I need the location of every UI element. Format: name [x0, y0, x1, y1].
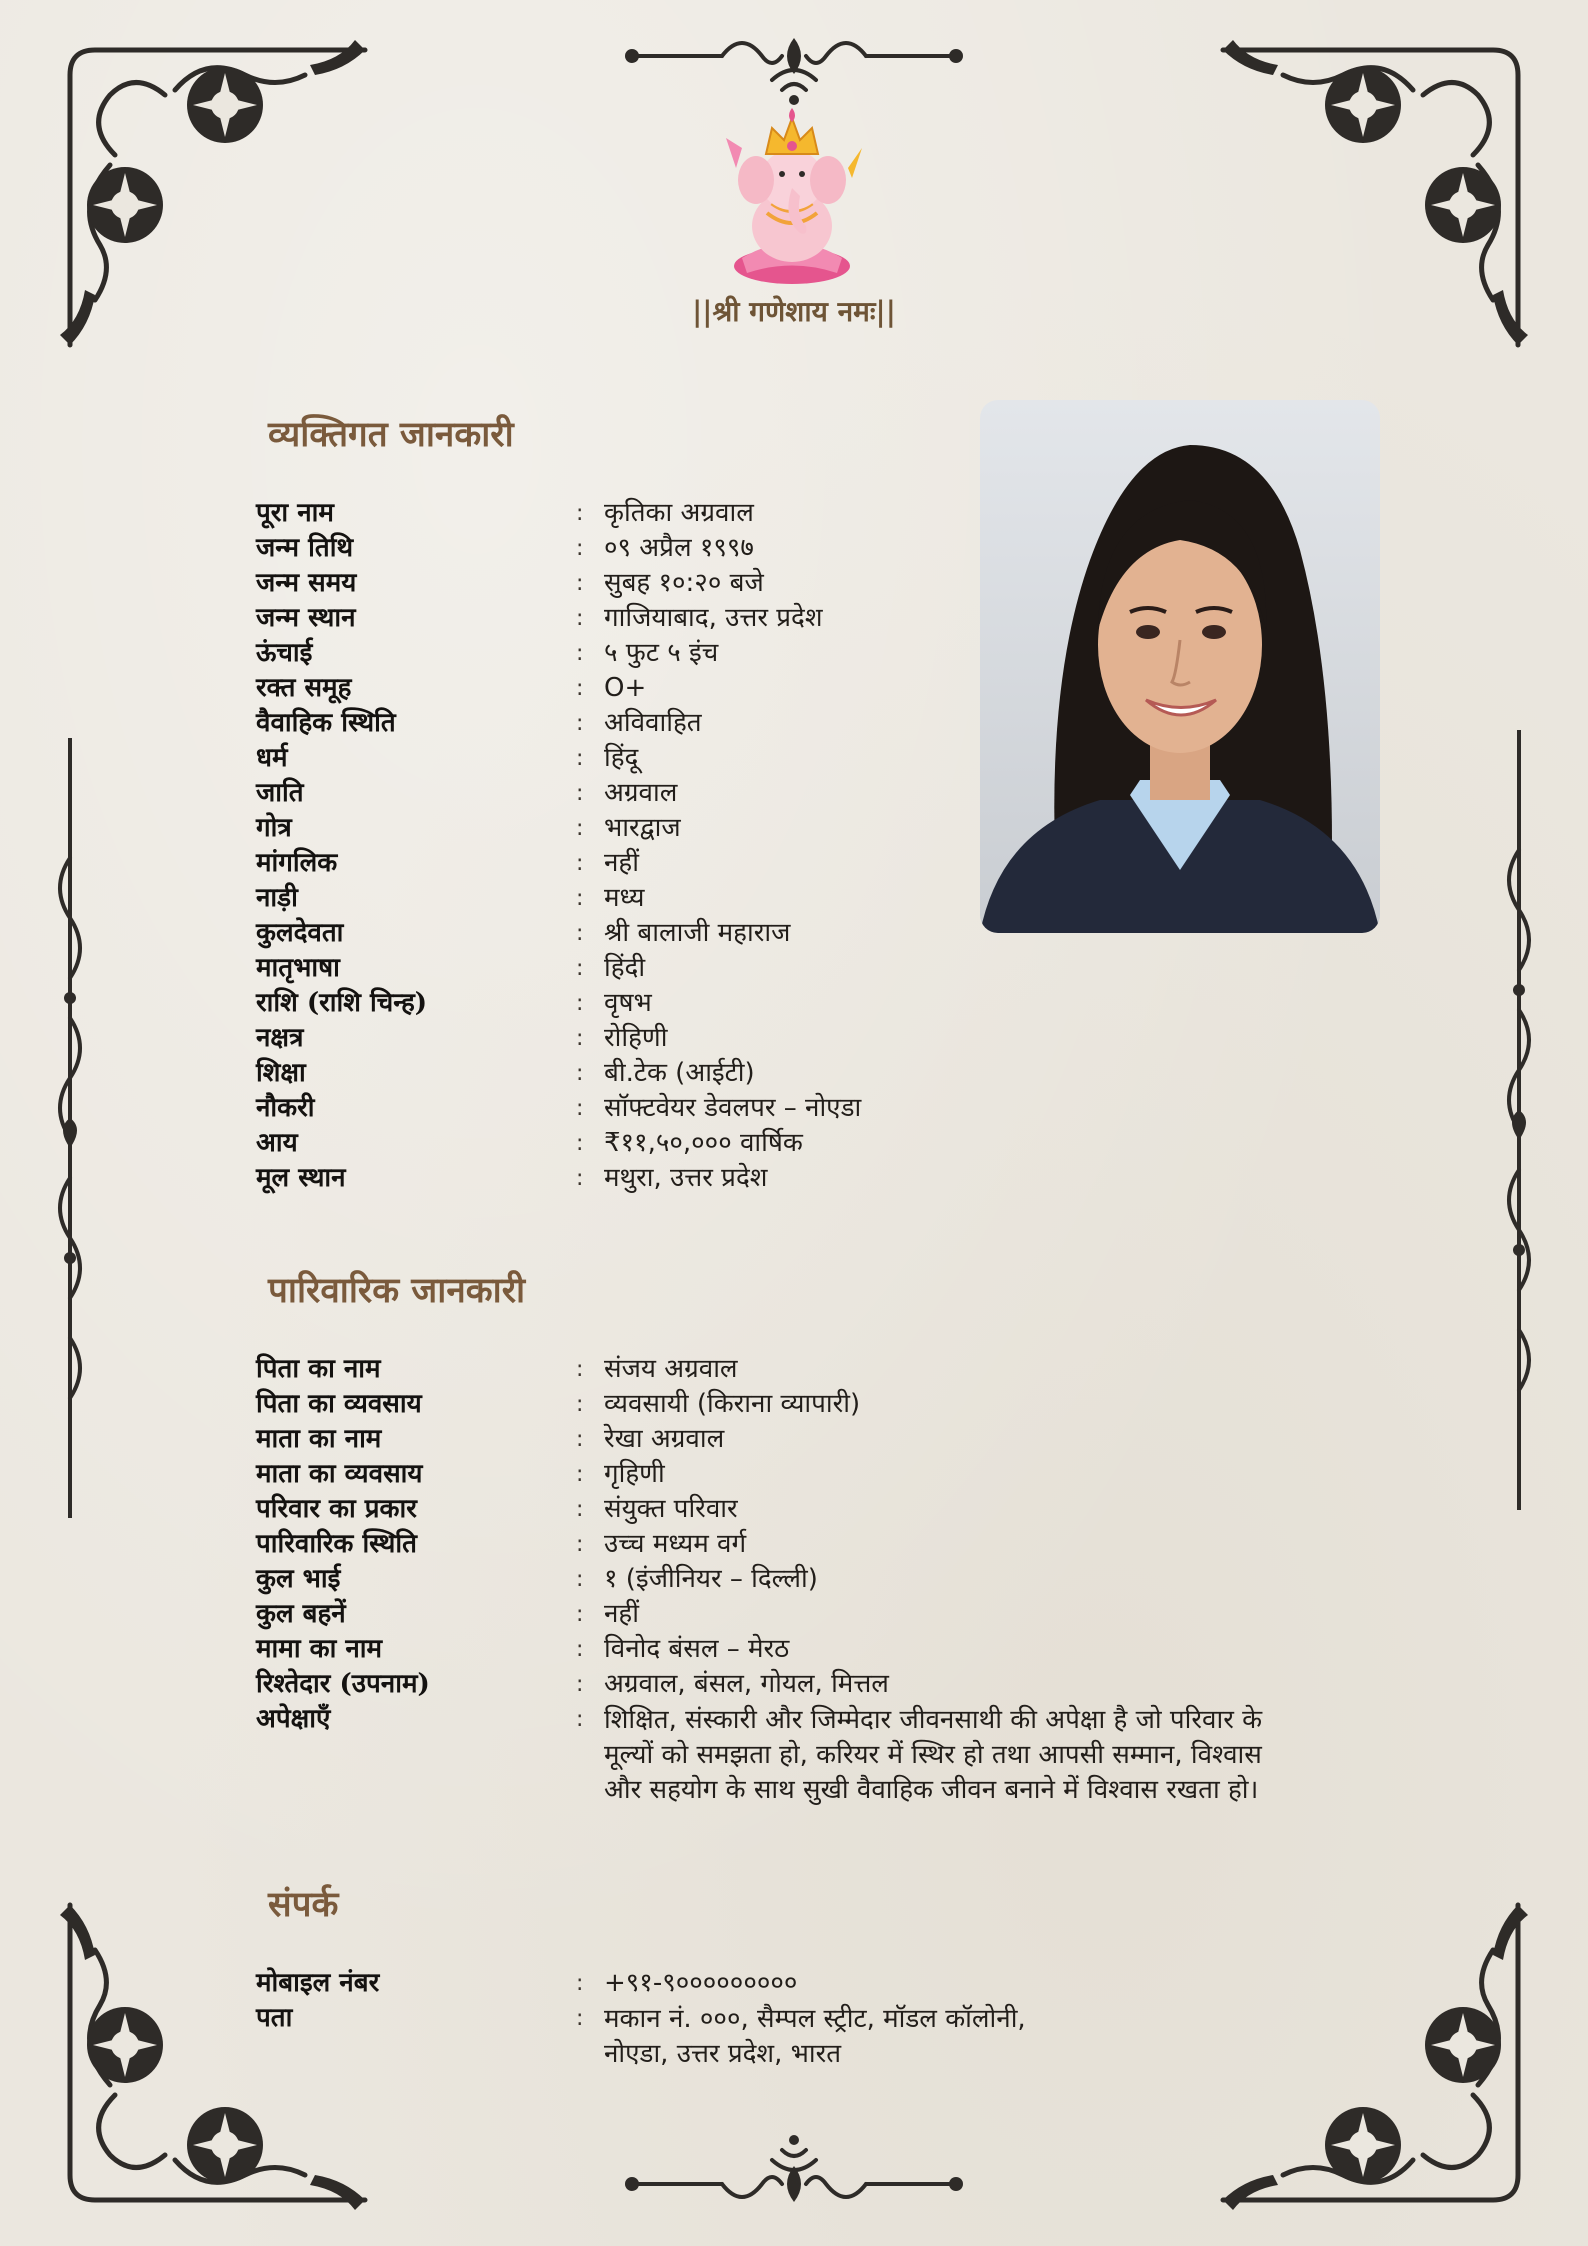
ganesh-mantra: ||श्री गणेशाय नमः||: [692, 295, 896, 328]
detail-separator: :: [576, 536, 584, 561]
detail-label: नौकरी: [256, 1093, 315, 1123]
detail-value: ०९ अप्रैल १९९७: [604, 533, 754, 563]
detail-row: [256, 1563, 1304, 1598]
detail-value: मथुरा, उत्तर प्रदेश: [604, 1163, 768, 1193]
detail-label: वैवाहिक स्थिति: [256, 708, 396, 738]
detail-separator: :: [576, 1061, 584, 1086]
detail-separator: :: [576, 1971, 584, 1996]
detail-value: श्री बालाजी महाराज: [604, 918, 791, 948]
detail-value: उच्च मध्यम वर्ग: [604, 1529, 747, 1559]
detail-value: सॉफ्टवेयर डेवलपर – नोएडा: [604, 1093, 862, 1123]
detail-separator: :: [576, 711, 584, 736]
detail-label: मूल स्थान: [256, 1163, 346, 1193]
detail-label: रिश्तेदार (उपनाम): [256, 1669, 430, 1699]
detail-separator: :: [576, 676, 584, 701]
detail-label: गोत्र: [256, 813, 292, 843]
detail-label: मांगलिक: [256, 848, 338, 878]
detail-row: [256, 2002, 1044, 2072]
detail-label: माता का व्यवसाय: [256, 1459, 423, 1489]
detail-row: [256, 1127, 861, 1162]
detail-label: जन्म स्थान: [256, 603, 356, 633]
detail-value: १ (इंजीनियर – दिल्ली): [604, 1564, 818, 1594]
detail-row: [256, 742, 861, 777]
detail-value: सुबह १०:२० बजे: [604, 568, 764, 598]
detail-row: [256, 567, 861, 602]
detail-value: हिंदी: [604, 953, 646, 983]
detail-label: मामा का नाम: [256, 1634, 383, 1664]
detail-label: कुलदेवता: [256, 918, 344, 948]
detail-separator: :: [576, 1392, 584, 1417]
detail-label: ऊंचाई: [256, 638, 313, 668]
detail-value: वृषभ: [604, 988, 652, 1018]
detail-value: +९१-९०००००००००: [604, 1968, 798, 1998]
detail-separator: :: [576, 501, 584, 526]
detail-row: [256, 1022, 861, 1057]
detail-separator: :: [576, 781, 584, 806]
detail-separator: :: [576, 1427, 584, 1452]
detail-separator: :: [576, 1462, 584, 1487]
detail-separator: :: [576, 956, 584, 981]
detail-value: ₹११,५०,००० वार्षिक: [604, 1128, 803, 1158]
left-side-flourish-icon: [48, 738, 92, 1518]
detail-value: नहीं: [604, 848, 639, 878]
detail-separator: :: [576, 606, 584, 631]
detail-value: गाजियाबाद, उत्तर प्रदेश: [604, 603, 823, 633]
detail-label: नक्षत्र: [256, 1023, 304, 1053]
detail-label: कुल भाई: [256, 1564, 341, 1594]
detail-label: परिवार का प्रकार: [256, 1494, 417, 1524]
detail-row: [256, 1703, 1304, 1808]
detail-row: [256, 1598, 1304, 1633]
detail-value: मकान नं. ०००, सैम्पल स्ट्रीट, मॉडल कॉलोनी, नोएडा, उत्तर प्रदेश, भारत: [604, 2004, 1026, 2069]
detail-row: [256, 1493, 1304, 1528]
detail-separator: :: [576, 886, 584, 911]
detail-row: [256, 1633, 1304, 1668]
detail-separator: :: [576, 1532, 584, 1557]
detail-value: O+: [604, 673, 647, 703]
detail-value: शिक्षित, संस्कारी और जिम्मेदार जीवनसाथी की अपेक्षा है जो परिवार के मूल्यों को समझता हो, करियर में स्थिर हो तथा आपसी सम्मान, विश्वास और सहयोग के साथ सुखी वैवाहिक जीवन बनाने में विश्वास रखता हो।: [604, 1705, 1263, 1805]
detail-value: संयुक्त परिवार: [604, 1494, 738, 1524]
detail-label: कुल बहनें: [256, 1599, 346, 1629]
detail-separator: :: [576, 641, 584, 666]
detail-row: [256, 1423, 1304, 1458]
section-title-contact: संपर्क: [268, 1884, 339, 1925]
detail-separator: :: [576, 1131, 584, 1156]
detail-separator: :: [576, 746, 584, 771]
detail-value: व्यवसायी (किराना व्यापारी): [604, 1389, 861, 1419]
detail-row: [256, 777, 861, 812]
bottom-flourish-icon: [622, 2130, 966, 2210]
detail-value: अग्रवाल, बंसल, गोयल, मित्तल: [604, 1669, 889, 1699]
detail-label: पता: [256, 2003, 293, 2033]
detail-row: [256, 497, 861, 532]
detail-separator: :: [576, 2006, 584, 2031]
ganesh-icon: [712, 108, 872, 286]
corner-ornament-bottom-right-icon: [1213, 1895, 1533, 2215]
detail-row: [256, 812, 861, 847]
detail-label: अपेक्षाएँ: [256, 1704, 331, 1734]
top-flourish-icon: [622, 30, 966, 110]
detail-separator: :: [576, 1096, 584, 1121]
detail-separator: :: [576, 1707, 584, 1732]
detail-row: [256, 847, 861, 882]
detail-label: पारिवारिक स्थिति: [256, 1529, 417, 1559]
detail-value: गृहिणी: [604, 1459, 665, 1489]
detail-row: [256, 1057, 861, 1092]
detail-row: [256, 952, 861, 987]
detail-row: [256, 707, 861, 742]
section-title-personal: व्यक्तिगत जानकारी: [268, 414, 514, 455]
detail-value: कृतिका अग्रवाल: [604, 498, 754, 528]
detail-row: [256, 917, 861, 952]
detail-value: बी.टेक (आईटी): [604, 1058, 755, 1088]
detail-separator: :: [576, 1602, 584, 1627]
detail-separator: :: [576, 1026, 584, 1051]
detail-row: [256, 672, 861, 707]
detail-label: धर्म: [256, 743, 288, 773]
detail-separator: :: [576, 571, 584, 596]
detail-label: पिता का नाम: [256, 1354, 381, 1384]
detail-value: अविवाहित: [604, 708, 702, 738]
detail-label: राशि (राशि चिन्ह): [256, 988, 428, 1018]
detail-row: [256, 1092, 861, 1127]
right-side-flourish-icon: [1497, 730, 1541, 1510]
contact-details-list: [256, 1967, 1044, 2072]
detail-value: विनोद बंसल – मेरठ: [604, 1634, 790, 1664]
detail-row: [256, 1458, 1304, 1493]
profile-photo: [980, 400, 1380, 933]
detail-value: संजय अग्रवाल: [604, 1354, 738, 1384]
detail-label: मातृभाषा: [256, 953, 340, 983]
section-title-family: पारिवारिक जानकारी: [268, 1270, 526, 1311]
detail-label: मोबाइल नंबर: [256, 1968, 380, 1998]
detail-separator: :: [576, 1672, 584, 1697]
detail-separator: :: [576, 991, 584, 1016]
detail-row: [256, 637, 861, 672]
detail-label: जाति: [256, 778, 304, 808]
detail-row: [256, 882, 861, 917]
detail-row: [256, 1162, 861, 1197]
detail-value: रोहिणी: [604, 1023, 668, 1053]
detail-row: [256, 602, 861, 637]
detail-value: ५ फुट ५ इंच: [604, 638, 719, 668]
personal-details-list: [256, 497, 861, 1197]
detail-row: [256, 1388, 1304, 1423]
detail-label: जन्म समय: [256, 568, 357, 598]
detail-separator: :: [576, 1357, 584, 1382]
detail-value: भारद्वाज: [604, 813, 681, 843]
detail-value: रेखा अग्रवाल: [604, 1424, 725, 1454]
detail-label: पिता का व्यवसाय: [256, 1389, 422, 1419]
detail-row: [256, 987, 861, 1022]
detail-separator: :: [576, 851, 584, 876]
detail-value: हिंदू: [604, 743, 639, 773]
detail-row: [256, 1967, 1044, 2002]
detail-label: जन्म तिथि: [256, 533, 354, 563]
detail-separator: :: [576, 921, 584, 946]
detail-separator: :: [576, 1497, 584, 1522]
detail-label: नाड़ी: [256, 883, 298, 913]
detail-separator: :: [576, 1567, 584, 1592]
detail-label: आय: [256, 1128, 298, 1158]
detail-label: रक्त समूह: [256, 673, 352, 703]
detail-row: [256, 1528, 1304, 1563]
detail-separator: :: [576, 1166, 584, 1191]
detail-separator: :: [576, 1637, 584, 1662]
detail-label: माता का नाम: [256, 1424, 382, 1454]
detail-value: मध्य: [604, 883, 645, 913]
detail-row: [256, 1668, 1304, 1703]
detail-label: शिक्षा: [256, 1058, 306, 1088]
detail-separator: :: [576, 816, 584, 841]
detail-row: [256, 532, 861, 567]
detail-value: नहीं: [604, 1599, 639, 1629]
detail-label: पूरा नाम: [256, 498, 334, 528]
family-details-list: [256, 1353, 1304, 1808]
detail-value: अग्रवाल: [604, 778, 678, 808]
detail-row: [256, 1353, 1304, 1388]
